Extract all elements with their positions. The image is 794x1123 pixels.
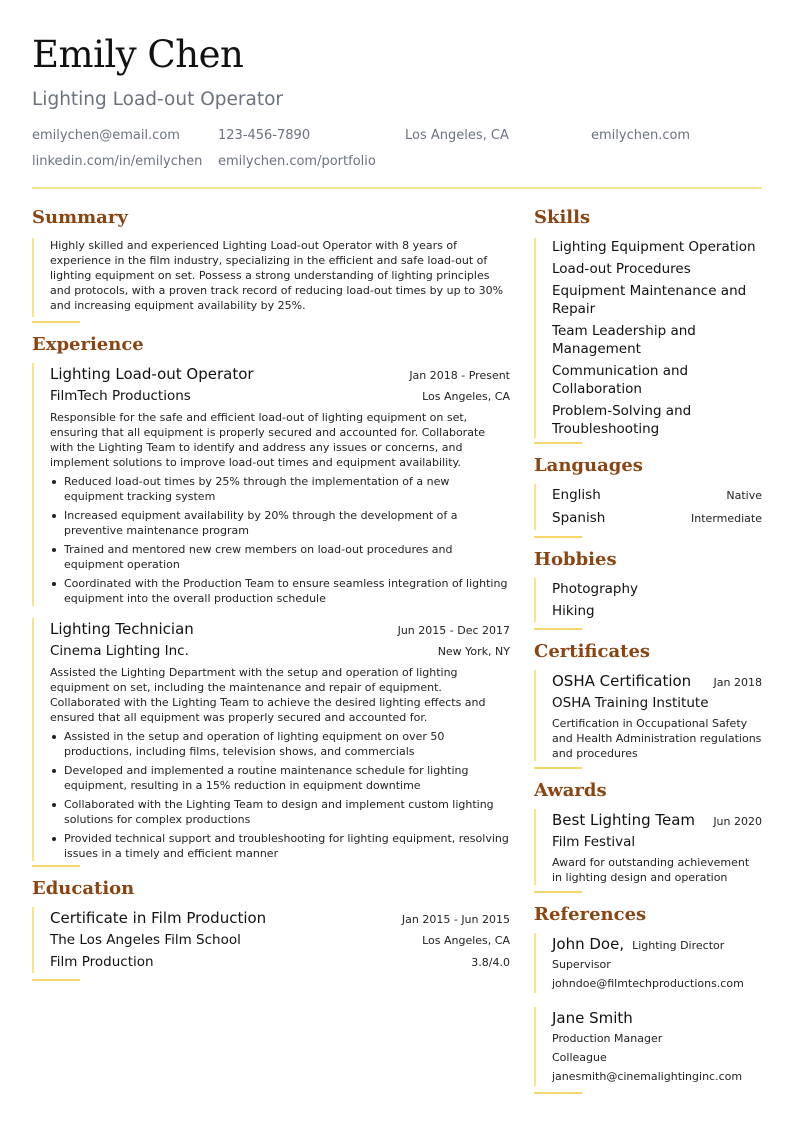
reference-relation: Supervisor (552, 958, 611, 971)
section-divider (32, 321, 80, 323)
school-location: Los Angeles, CA (422, 934, 510, 947)
languages-block (534, 484, 762, 530)
summary-section (32, 206, 510, 323)
job-title: Lighting Load-out Operator (50, 365, 254, 383)
reference-position: Lighting Director (632, 939, 725, 952)
award-date: Jun 2020 (713, 815, 762, 828)
section-title-hobbies: Hobbies (534, 549, 617, 570)
award-entry (534, 809, 762, 885)
job-dates: Jan 2018 - Present (409, 369, 510, 382)
summary-block (32, 238, 510, 317)
certificate-description: Certification in Occupational Safety and Health Administration regulations and procedures (552, 717, 762, 760)
skill-item: Problem-Solving and Troubleshooting (552, 403, 692, 437)
field-of-study: Film Production (50, 954, 154, 970)
awards-section (534, 779, 762, 893)
candidate-name: Emily Chen (32, 33, 244, 76)
email-link[interactable]: emilychen@email.com (32, 128, 180, 143)
language-row (552, 484, 762, 507)
job-title: Lighting Technician (50, 620, 194, 638)
section-divider (534, 891, 582, 893)
section-title-experience: Experience (32, 334, 144, 355)
education-entry (32, 907, 510, 973)
language-level: Intermediate (691, 512, 762, 525)
reference-email[interactable]: janesmith@cinemalightinginc.com (552, 1070, 743, 1083)
job-company: Cinema Lighting Inc. (50, 643, 189, 659)
job-location: New York, NY (437, 645, 510, 658)
section-divider (534, 1092, 582, 1094)
certificate-date: Jan 2018 (713, 676, 762, 689)
award-description: Award for outstanding achievement in lighting design and operation (552, 856, 750, 884)
reference-relation: Colleague (552, 1051, 607, 1064)
section-divider (32, 865, 80, 867)
certificates-section (534, 640, 762, 769)
section-title-certificates: Certificates (534, 641, 651, 662)
skill-item: Team Leadership and Management (552, 323, 696, 357)
section-divider (32, 979, 80, 981)
sidebar-column (534, 206, 762, 1094)
degree-title: Certificate in Film Production (50, 909, 267, 927)
hobby-item: Photography (552, 581, 639, 597)
certificate-issuer: OSHA Training Institute (552, 695, 709, 711)
job-company: FilmTech Productions (50, 388, 191, 404)
list-item: Coordinated with the Production Team to ensure seamless integration of lighting equipment into the overall production schedule (50, 576, 510, 606)
reference-email[interactable]: johndoe@filmtechproductions.com (552, 977, 744, 990)
section-title-summary: Summary (32, 207, 128, 228)
candidate-role: Lighting Load-out Operator (32, 89, 284, 110)
award-name: Best Lighting Team (552, 811, 696, 829)
skills-section (534, 206, 762, 444)
hobbies-section (534, 548, 762, 630)
language-level: Native (726, 489, 762, 502)
reference-name: Jane Smith (552, 1009, 633, 1027)
phone-text[interactable]: 123-456-7890 (218, 128, 311, 143)
section-title-references: References (534, 904, 647, 925)
job-description: Responsible for the safe and efficient load-out of lighting equipment on set, ensuring that all equipment is properly secured and accounted for. Collaborate with the Lighting Team to identify and address any issues or concerns, and implement solutions to improve load-out times and equipment availability. (50, 411, 486, 469)
language-name: English (552, 487, 601, 503)
references-section (534, 903, 762, 1094)
section-title-education: Education (32, 878, 135, 899)
job-dates: Jun 2015 - Dec 2017 (397, 624, 510, 637)
list-item: Increased equipment availability by 20% through the development of a preventive maintenance program (50, 508, 510, 538)
reference-position: Production Manager (552, 1032, 663, 1045)
job-location: Los Angeles, CA (422, 390, 510, 403)
skills-block (534, 238, 762, 438)
education-dates: Jan 2015 - Jun 2015 (401, 913, 510, 926)
reference-entry (534, 1007, 762, 1086)
list-item: Collaborated with the Lighting Team to design and implement custom lighting solutions for complex productions (50, 797, 510, 827)
reference-name: John Doe, (552, 935, 625, 953)
header-divider (32, 187, 762, 189)
portfolio-link[interactable]: emilychen.com/portfolio (218, 154, 376, 169)
skill-item: Load-out Procedures (552, 261, 691, 277)
list-item: Assisted in the setup and operation of lighting equipment on over 50 productions, including films, television shows, and commercials (50, 729, 510, 759)
linkedin-link[interactable]: linkedin.com/in/emilychen (32, 154, 203, 169)
section-divider (534, 442, 582, 444)
section-title-awards: Awards (534, 780, 607, 801)
hobbies-block (534, 578, 762, 622)
job-description: Assisted the Lighting Department with the setup and operation of lighting equipment on set, including the maintenance and repair of equipment. Collaborated with the Lighting Team to achieve the desired lighting effects and ensured that all equipment was properly secured and accounted for. (50, 666, 486, 724)
summary-text: Highly skilled and experienced Lighting Load-out Operator with 8 years of experience in the film industry, specializing in the efficient and safe load-out of lighting equipment on set. Possess a strong understanding of lighting principles and protocols, with a proven track record of reducing load-out times by up to 30% and increasing equipment availability by 25%. (50, 239, 504, 312)
location-text: Los Angeles, CA (405, 128, 509, 143)
section-title-skills: Skills (534, 207, 591, 228)
section-divider (534, 536, 582, 538)
skill-item: Communication and Collaboration (552, 363, 689, 397)
job-entry (32, 618, 510, 861)
list-item: Developed and implemented a routine maintenance schedule for lighting equipment, resulting in a 15% reduction in equipment downtime (50, 763, 510, 793)
main-column (32, 206, 510, 981)
experience-section (32, 333, 510, 867)
hobby-item: Hiking (552, 603, 595, 619)
gpa-value: 3.8/4.0 (471, 956, 510, 969)
list-item: Provided technical support and troubleshooting for lighting equipment, resolving issues in a timely and efficient manner (50, 831, 510, 861)
skill-item: Lighting Equipment Operation (552, 239, 756, 255)
section-divider (534, 628, 582, 630)
job-entry (32, 363, 510, 606)
certificate-entry (534, 670, 762, 761)
certificate-name: OSHA Certification (552, 672, 692, 690)
languages-section (534, 454, 762, 538)
language-name: Spanish (552, 510, 606, 526)
skill-item: Equipment Maintenance and Repair (552, 283, 747, 317)
job-bullets (50, 474, 510, 606)
section-divider (534, 767, 582, 769)
job-bullets (50, 729, 510, 861)
section-title-languages: Languages (534, 455, 643, 476)
list-item: Trained and mentored new crew members on load-out procedures and equipment operation (50, 542, 510, 572)
language-row (552, 507, 762, 530)
reference-entry (534, 933, 762, 993)
school-name: The Los Angeles Film School (50, 932, 241, 948)
award-issuer: Film Festival (552, 834, 636, 850)
website-link[interactable]: emilychen.com (591, 128, 691, 143)
education-section (32, 877, 510, 981)
list-item: Reduced load-out times by 25% through the implementation of a new equipment tracking system (50, 474, 510, 504)
